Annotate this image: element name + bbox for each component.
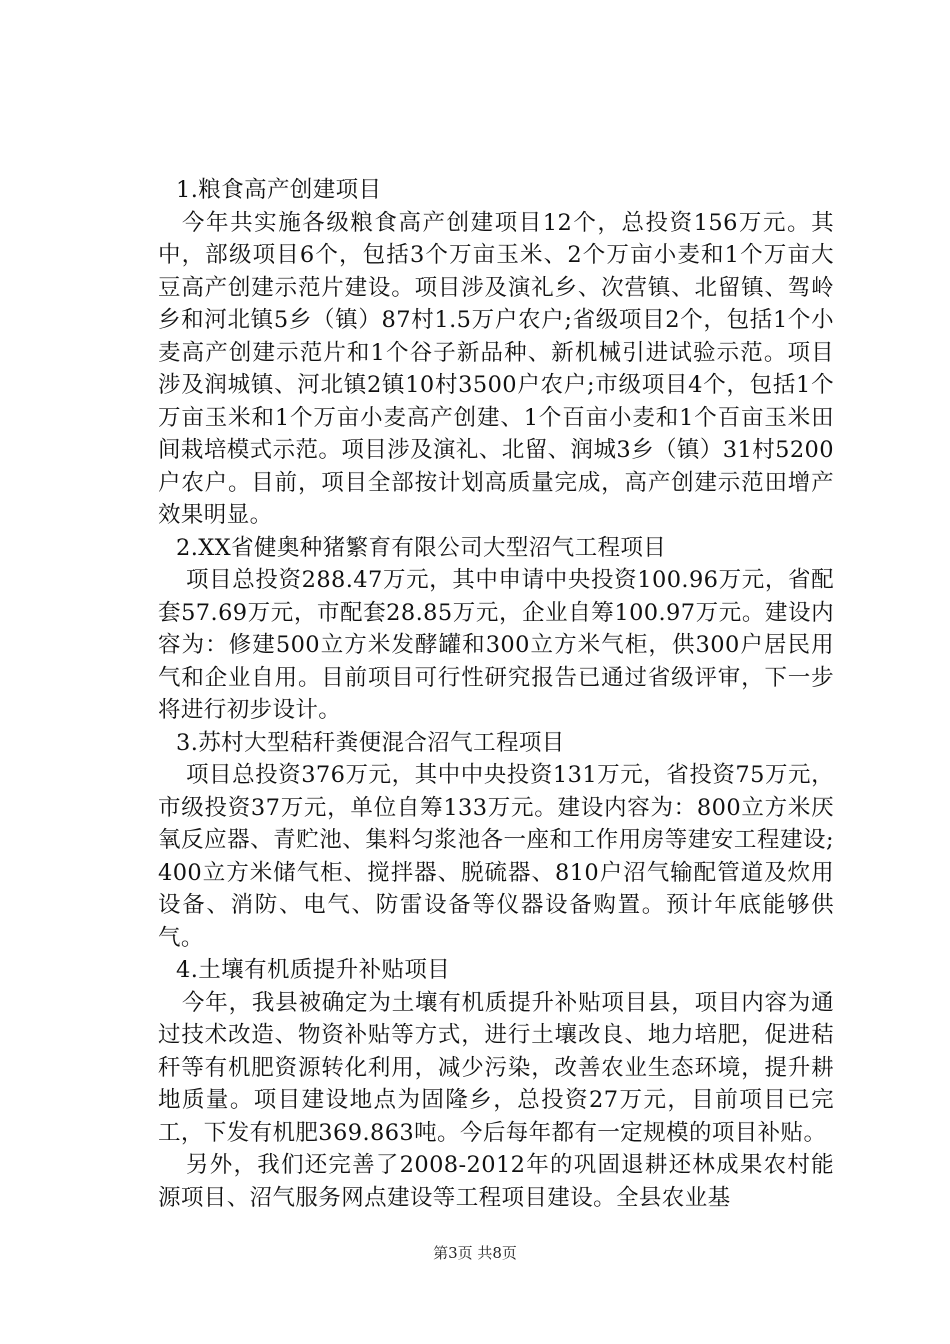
section-1-paragraph: 今年共实施各级粮食高产创建项目12个，总投资156万元。其中，部级项目6个，包括3个万亩玉米、2个万亩小麦和1个万亩大豆高产创建示范片建设。项目涉及演礼乡、次营镇、北留镇、驾岭乡和河北镇5乡（镇）87村1.5万户农户;省级项目2个，包括1个小麦高产创建示范片和1个谷子新品种、新机械引进试验示范。项目涉及润城镇、河北镇2镇10村3500户农户;市级项目4个，包括1个万亩玉米和1个万亩小麦高产创建、1个百亩小麦和1个百亩玉米田间栽培模式示范。项目涉及演礼、北留、润城3乡（镇）31村5200户农户。目前，项目全部按计划高质量完成，高产创建示范田增产效果明显。 [158, 209, 834, 528]
section-4-paragraph: 今年，我县被确定为土壤有机质提升补贴项目县，项目内容为通过技术改造、物资补贴等方式，进行土壤改良、地力培肥，促进秸秆等有机肥资源转化利用，减少污染，改善农业生态环境，提升耕地质量。项目建设地点为固隆乡，总投资27万元，目前项目已完工，下发有机肥369.863吨。今后每年都有一定规模的项目补贴。 [158, 989, 834, 1146]
section-3-heading: 3.苏村大型秸秆粪便混合沼气工程项目 [176, 729, 565, 756]
section-1-heading: 1.粮食高产创建项目 [176, 177, 382, 203]
section-3-paragraph: 项目总投资376万元，其中中央投资131万元，省投资75万元，市级投资37万元，单位自筹133万元。建设内容为：800立方米厌氧反应器、青贮池、集料匀浆池各一座和工作用房等建安工程建设;400立方米储气柜、搅拌器、脱硫器、810户沼气输配管道及炊用设备、消防、电气、防雷设备等仪器设备购置。预计年底能够供气。 [158, 762, 834, 951]
document-body [158, 174, 834, 1214]
closing-paragraph: 另外，我们还完善了2008-2012年的巩固退耕还林成果农村能源项目、沼气服务网点建设等工程项目建设。全县农业基 [158, 1152, 834, 1211]
section-4-heading: 4.土壤有机质提升补贴项目 [176, 957, 451, 983]
section-2-heading: 2.XX省健奥种猪繁育有限公司大型沼气工程项目 [176, 534, 667, 561]
page-number-footer: 第3页 共8页 [433, 1244, 517, 1262]
section-2-paragraph: 项目总投资288.47万元，其中申请中央投资100.96万元，省配套57.69万元，市配套28.85万元，企业自筹100.97万元。建设内容为：修建500立方米发酵罐和300立方米气柜，供300户居民用气和企业自用。目前项目可行性研究报告已通过省级评审，下一步将进行初步设计。 [158, 567, 834, 723]
